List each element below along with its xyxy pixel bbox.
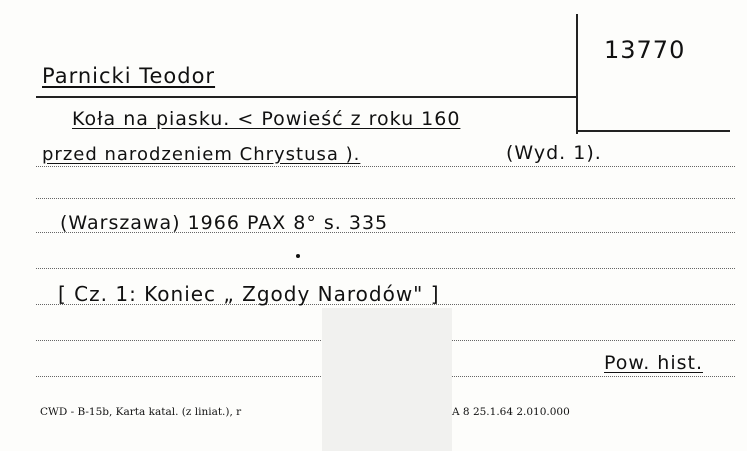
vertical-rule xyxy=(576,14,578,134)
title-rule xyxy=(576,130,730,132)
edition-statement: (Wyd. 1). xyxy=(506,142,602,164)
footer-print-left: CWD - B-15b, Karta katal. (z liniat.), r xyxy=(40,406,242,418)
catalog-number: 13770 xyxy=(604,36,686,64)
ink-dot xyxy=(296,254,300,258)
title-line-2: przed narodzeniem Chrystusa ). xyxy=(42,144,361,165)
blank-patch xyxy=(322,308,452,451)
ruled-line xyxy=(36,198,735,199)
footer-print-right: A 8 25.1.64 2.010.000 xyxy=(452,406,570,418)
subject-heading: Pow. hist. xyxy=(604,352,703,374)
ruled-line xyxy=(36,166,735,167)
ruled-line xyxy=(36,268,735,269)
author-rule xyxy=(36,96,576,98)
title-line-1: Koła na piasku. < Powieść z roku 160 xyxy=(72,108,461,130)
series-note: [ Cz. 1: Koniec „ Zgody Narodów" ] xyxy=(58,282,440,306)
imprint: (Warszawa) 1966 PAX 8° s. 335 xyxy=(60,212,389,234)
author-name: Parnicki Teodor xyxy=(42,64,216,88)
